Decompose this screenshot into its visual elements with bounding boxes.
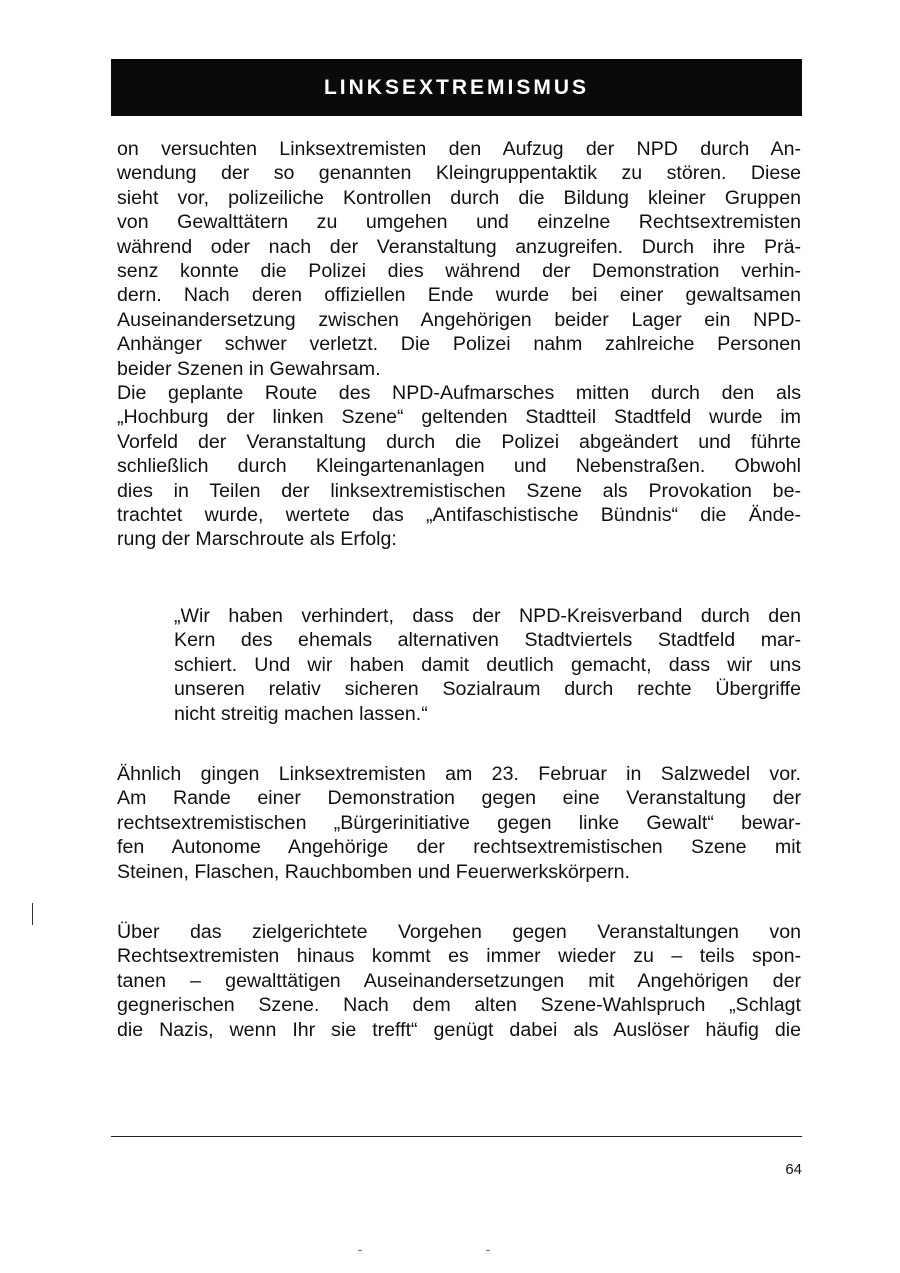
body-paragraph: [117, 381, 801, 552]
text-line: Über das zielgerichtete Vorgehen gegen Veranstaltungen von: [117, 921, 801, 943]
text-line: tanen – gewalttätigen Auseinandersetzungen mit Angehörigen der: [117, 969, 801, 992]
text-line: gegnerischen Szene. Nach dem alten Szene-Wahlspruch „Schlagt: [117, 994, 801, 1017]
text-line: Rechtsextremisten hinaus kommt es immer wieder zu – teils spon-: [117, 945, 801, 968]
margin-change-bar: [32, 903, 33, 925]
section-title: LINKSEXTREMISMUS: [323, 75, 589, 99]
text-line: rung der Marschroute als Erfolg:: [117, 528, 397, 551]
text-line: rechtsextremistischen „Bürgerinitiative gegen linke Gewalt“ bewar-: [117, 811, 801, 834]
text-line: Ähnlich gingen Linksextremisten am 23. Februar in Salzwedel vor.: [117, 763, 801, 785]
block-quote: [174, 604, 801, 726]
body-paragraph: [117, 920, 801, 1042]
text-line: Steinen, Flaschen, Rauchbomben und Feuerwerkskörpern.: [117, 860, 630, 883]
text-line: Am Rande einer Demonstration gegen eine Veranstaltung der: [117, 787, 801, 810]
text-line: Auseinandersetzung zwischen Angehörigen beider Lager ein NPD-: [117, 308, 801, 331]
text-line: die Nazis, wenn Ihr sie trefft“ genügt dabei als Auslöser häufig die: [117, 1018, 801, 1041]
text-line: sieht vor, polizeiliche Kontrollen durch die Bildung kleiner Gruppen: [117, 186, 801, 209]
quote-line: „Wir haben verhindert, dass der NPD-Kreisverband durch den: [174, 605, 801, 627]
body-paragraph: [117, 762, 801, 884]
text-line: senz konnte die Polizei dies während der Demonstration verhin-: [117, 260, 801, 283]
text-line: „Hochburg der linken Szene“ geltenden Stadtteil Stadtfeld wurde im: [117, 406, 801, 429]
text-line: während oder nach der Veranstaltung anzugreifen. Durch ihre Prä-: [117, 235, 801, 258]
scan-artifact: [486, 1250, 490, 1251]
text-line: von Gewalttätern zu umgehen und einzelne Rechtsextremisten: [117, 211, 801, 234]
text-line: Vorfeld der Veranstaltung durch die Polizei abgeändert und führte: [117, 430, 801, 453]
footer-rule: [111, 1136, 802, 1137]
scan-artifact: [358, 1250, 362, 1251]
text-line: trachtet wurde, wertete das „Antifaschistische Bündnis“ die Ände-: [117, 504, 801, 527]
section-header-bar: [111, 59, 802, 116]
text-line: schließlich durch Kleingartenanlagen und Nebenstraßen. Obwohl: [117, 455, 801, 478]
quote-line: Kern des ehemals alternativen Stadtviertels Stadtfeld mar-: [174, 629, 801, 652]
text-line: dies in Teilen der linksextremistischen Szene als Provokation be-: [117, 479, 801, 502]
text-line: wendung der so genannten Kleingruppentaktik zu stören. Diese: [117, 162, 801, 185]
text-line: beider Szenen in Gewahrsam.: [117, 357, 381, 380]
quote-line: schiert. Und wir haben damit deutlich gemacht, dass wir uns: [174, 653, 801, 676]
page-number: 64: [785, 1161, 802, 1178]
text-line: Anhänger schwer verletzt. Die Polizei nahm zahlreiche Personen: [117, 333, 801, 356]
text-line: fen Autonome Angehörige der rechtsextremistischen Szene mit: [117, 836, 801, 859]
text-line: Die geplante Route des NPD-Aufmarsches mitten durch den als: [117, 382, 801, 404]
text-line: dern. Nach deren offiziellen Ende wurde bei einer gewaltsamen: [117, 284, 801, 307]
text-line: on versuchten Linksextremisten den Aufzug der NPD durch An-: [117, 138, 801, 160]
body-paragraph: [117, 137, 801, 381]
quote-line: nicht streitig machen lassen.“: [174, 702, 428, 725]
quote-line: unseren relativ sicheren Sozialraum durch rechte Übergriffe: [174, 678, 801, 701]
